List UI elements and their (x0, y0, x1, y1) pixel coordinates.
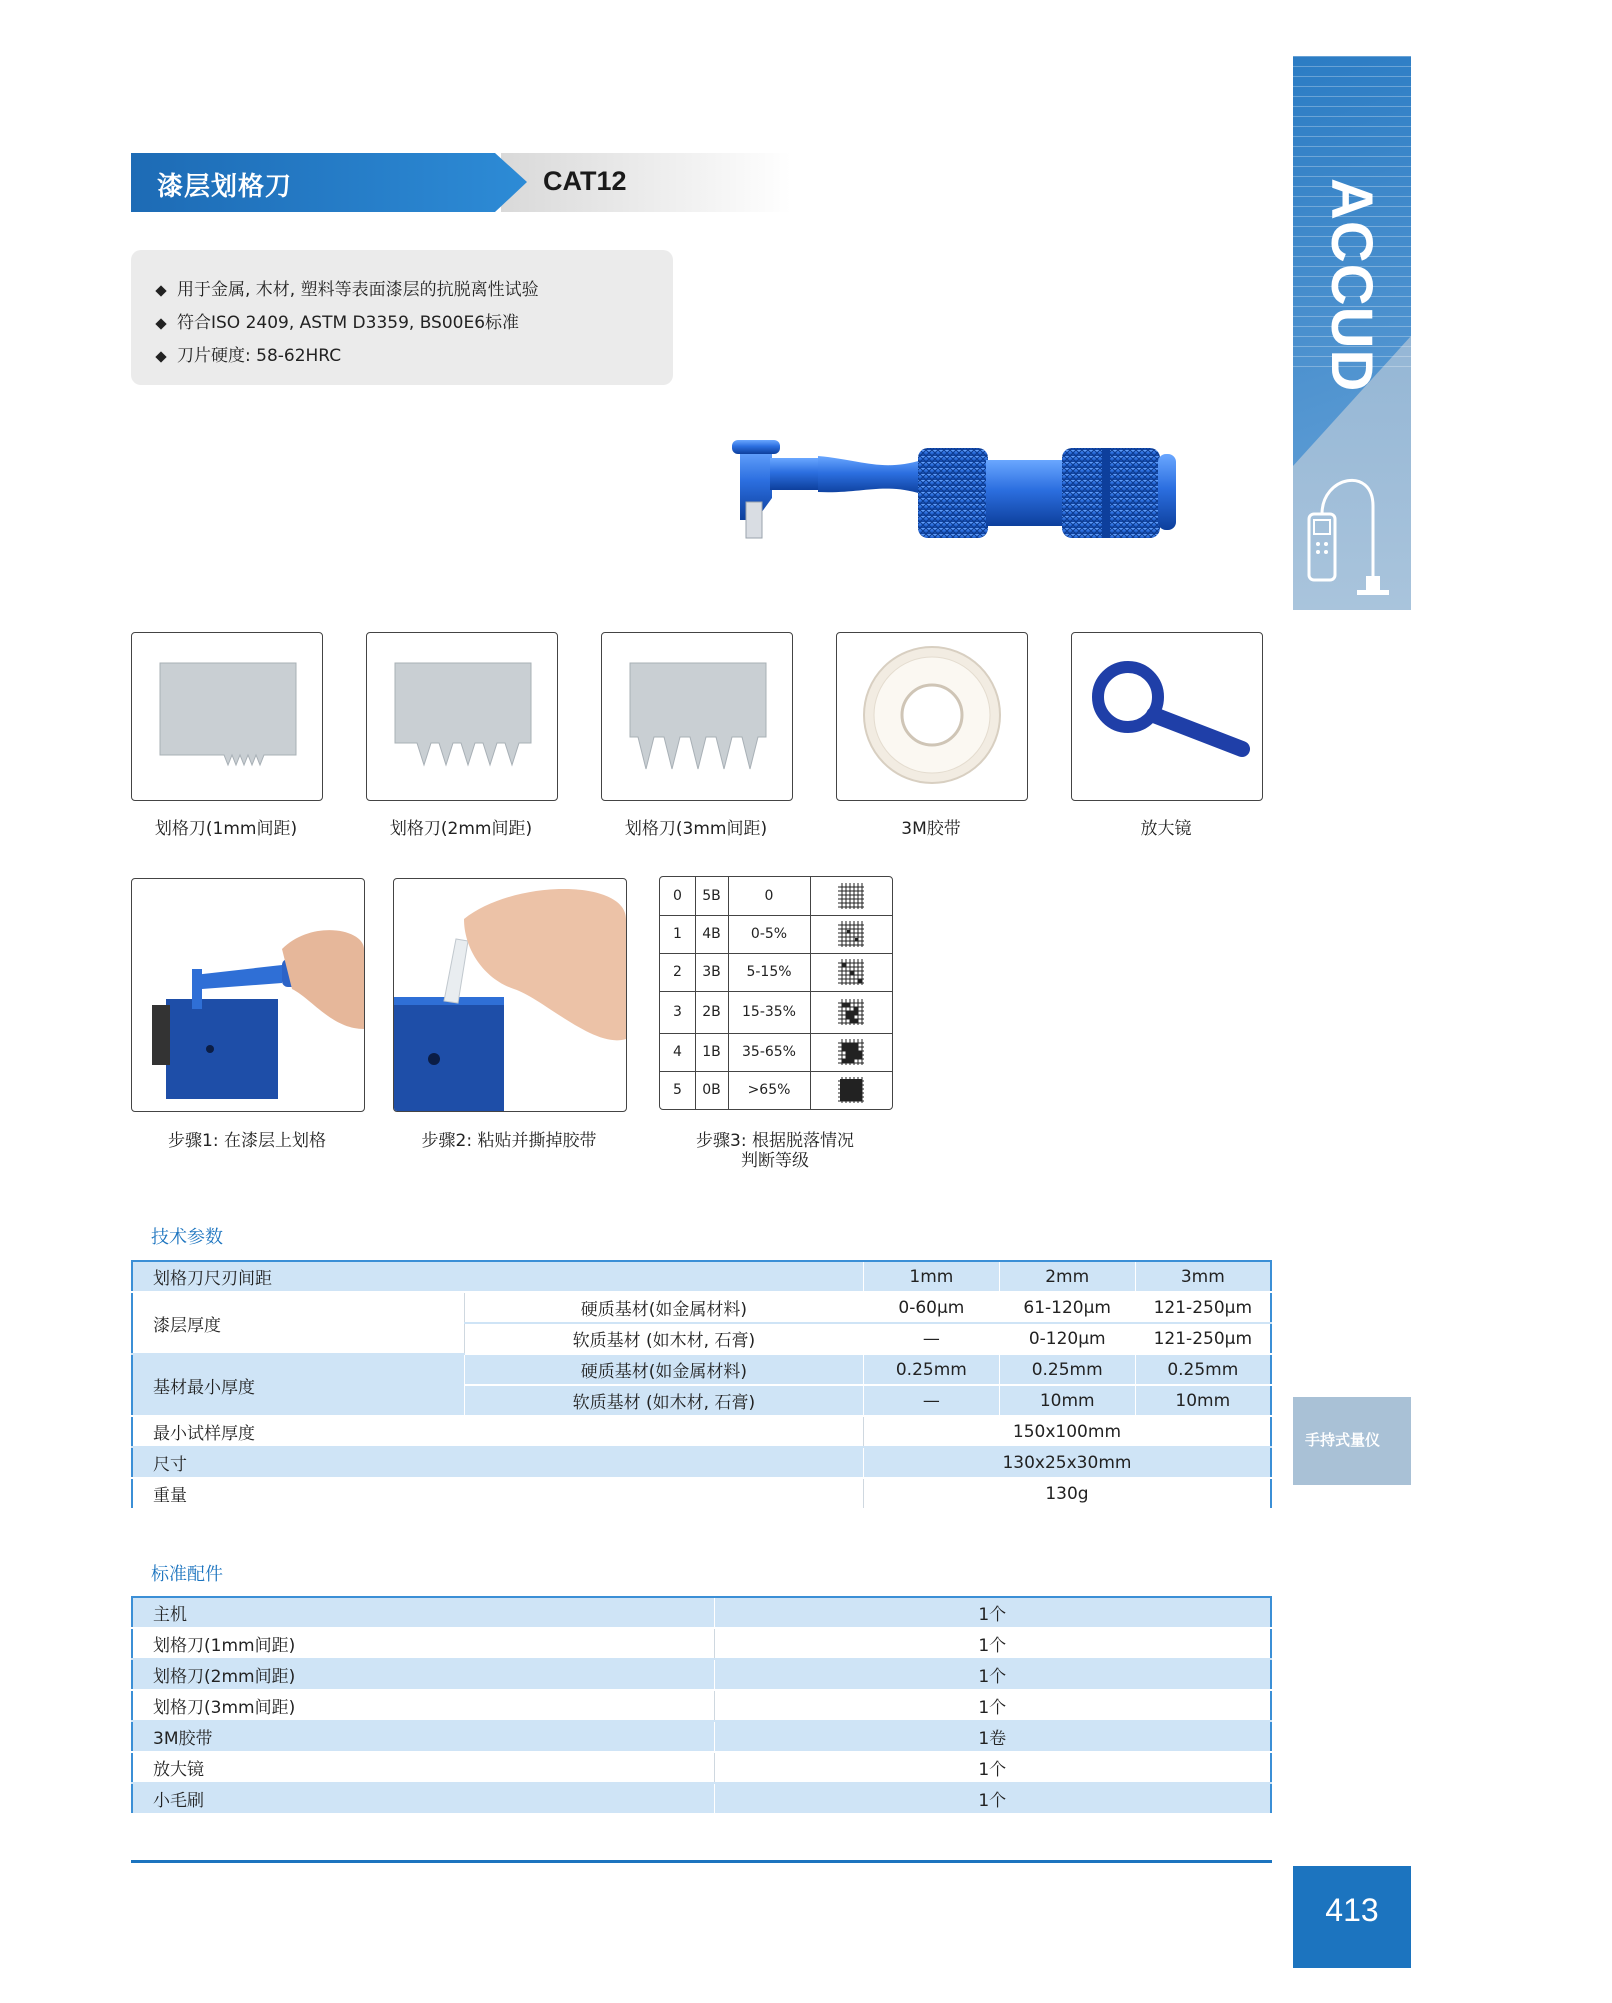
grade-row: 1 4B 0-5% (660, 915, 892, 954)
step2-image (393, 878, 627, 1112)
table-row: 3M胶带 1卷 (132, 1721, 1271, 1752)
footer-rule (131, 1860, 1272, 1863)
step3-caption: 步骤3: 根据脱落情况 判断等级 (696, 1131, 854, 1171)
product-title: 漆层划格刀 (157, 172, 293, 202)
grid-pattern-icon (810, 953, 892, 991)
feature-item: 用于金属, 木材, 塑料等表面漆层的抗脱离性试验 (157, 274, 673, 307)
standard-accessories-table (131, 1596, 1272, 1815)
page-number-box (1293, 1866, 1411, 1968)
feature-item: 符合ISO 2409, ASTM D3359, BS00E6标准 (157, 307, 673, 340)
grid-pattern-icon (810, 991, 892, 1033)
table-row: 划格刀(1mm间距) 1个 (132, 1628, 1271, 1659)
product-model: CAT12 (543, 166, 627, 196)
feature-list (131, 250, 673, 385)
grade-row: 4 1B 35-65% (660, 1033, 892, 1072)
accessory-thumb (1071, 632, 1263, 801)
grade-row: 0 5B 0 (660, 877, 892, 916)
page-number: 413 (1325, 1892, 1379, 1928)
table-row: 漆层厚度 硬质基材(如金属材料) 0-60μm 61-120μm 121-250μm (132, 1292, 1271, 1323)
feature-item: 刀片硬度: 58-62HRC (157, 340, 673, 373)
grade-classification-table (659, 876, 893, 1110)
accessory-thumb (131, 632, 323, 801)
table-row: 软质基材 (如木材, 石膏) — 0-120μm 121-250μm (132, 1323, 1271, 1354)
side-brand-panel (1293, 56, 1411, 610)
accessory-caption: 放大镜 (1140, 819, 1192, 839)
accessory-caption: 划格刀(2mm间距) (389, 819, 533, 839)
accessory-thumb (836, 632, 1028, 801)
grade-row: 5 0B >65% (660, 1071, 892, 1109)
accessories-section-title: 标准配件 (151, 1564, 223, 1585)
bullet-diamond-icon (155, 318, 166, 329)
accessory-thumb (366, 632, 558, 801)
magnifier-image (1072, 633, 1262, 800)
table-row: 主机 1个 (132, 1597, 1271, 1628)
blade-1mm-image (132, 633, 322, 800)
accessory-thumb (601, 632, 793, 801)
accessory-caption: 3M胶带 (901, 819, 961, 839)
bullet-diamond-icon (155, 351, 166, 362)
tape-peel-photo (394, 879, 626, 1111)
table-row: 重量 130g (132, 1478, 1271, 1509)
table-row: 基材最小厚度 硬质基材(如金属材料) 0.25mm 0.25mm 0.25mm (132, 1354, 1271, 1385)
brand-logo: ACCUD (1319, 178, 1384, 393)
table-row: 尺寸 130x25x30mm (132, 1447, 1271, 1478)
table-row: 小毛刷 1个 (132, 1783, 1271, 1814)
table-row: 划格刀(3mm间距) 1个 (132, 1690, 1271, 1721)
step2-caption: 步骤2: 粘贴并撕掉胶带 (421, 1131, 597, 1151)
step1-caption: 步骤1: 在漆层上划格 (168, 1131, 326, 1151)
category-tab[interactable]: 手持式量仪 (1293, 1397, 1411, 1485)
accessory-caption: 划格刀(3mm间距) (624, 819, 768, 839)
spec-table (131, 1260, 1272, 1510)
grid-pattern-icon (810, 1071, 892, 1109)
grade-row: 3 2B 15-35% (660, 991, 892, 1034)
table-row: 划格刀(2mm间距) 1个 (132, 1659, 1271, 1690)
bullet-diamond-icon (155, 285, 166, 296)
gauge-device-icon (1293, 466, 1411, 610)
blade-2mm-image (367, 633, 557, 800)
table-row: 最小试样厚度 150x100mm (132, 1416, 1271, 1447)
grid-pattern-icon (810, 1033, 892, 1071)
table-row: 划格刀尺刃间距 1mm 2mm 3mm (132, 1261, 1271, 1292)
grade-row: 2 3B 5-15% (660, 953, 892, 992)
grid-pattern-icon (810, 915, 892, 953)
step1-image (131, 878, 365, 1112)
cross-cut-tester-image (722, 420, 1192, 560)
scratch-test-photo (132, 879, 364, 1111)
grid-pattern-icon (810, 877, 892, 915)
table-row: 放大镜 1个 (132, 1752, 1271, 1783)
accessory-caption: 划格刀(1mm间距) (154, 819, 298, 839)
title-bar (131, 153, 791, 212)
table-row: 软质基材 (如木材, 石膏) — 10mm 10mm (132, 1385, 1271, 1416)
tape-roll-image (837, 633, 1027, 800)
blade-3mm-image (602, 633, 792, 800)
spec-section-title: 技术参数 (151, 1227, 223, 1248)
